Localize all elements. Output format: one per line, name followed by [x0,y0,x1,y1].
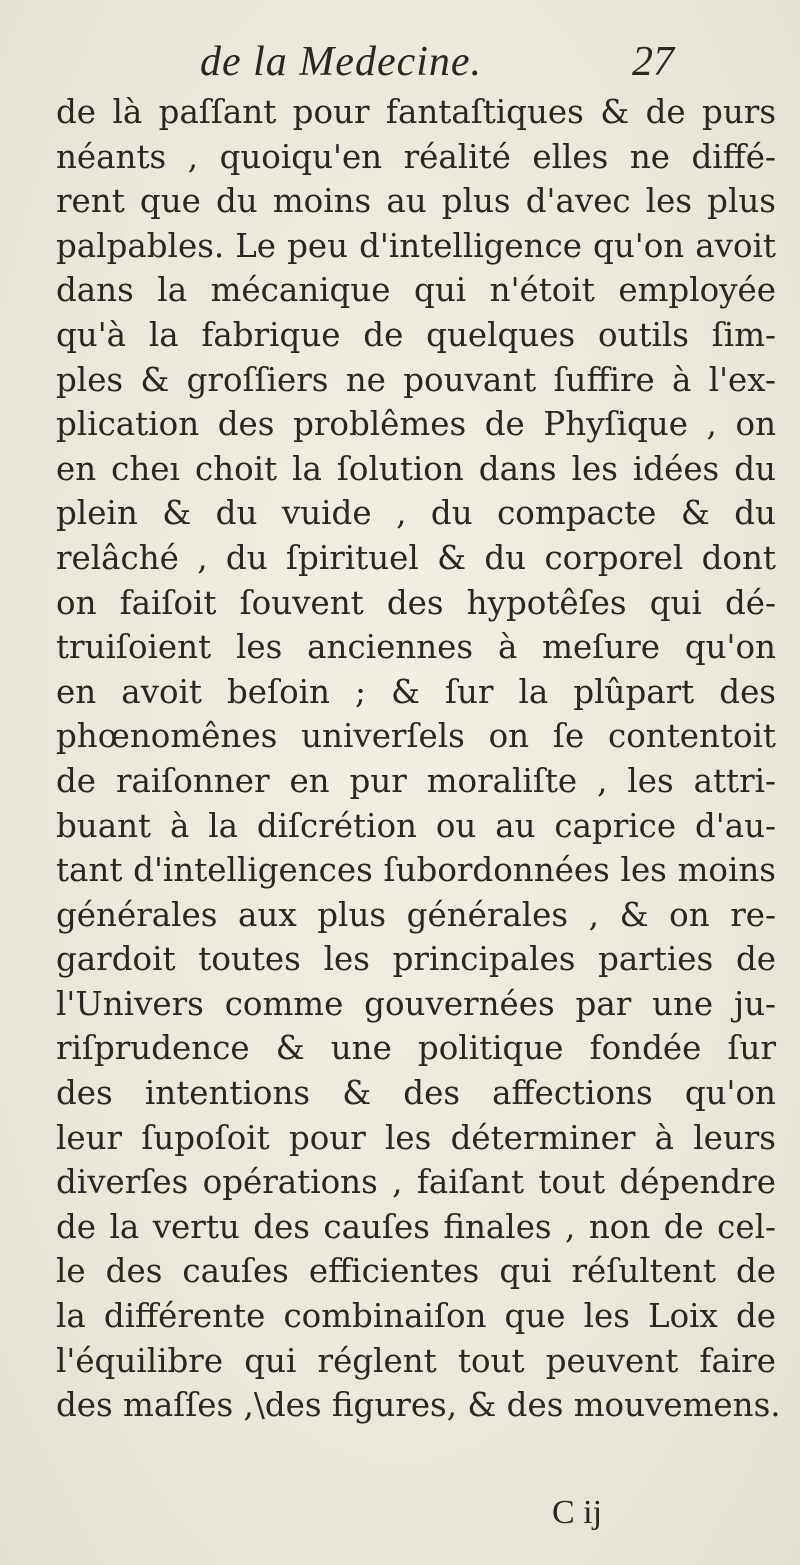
text-line: dans la mécanique qui n'étoit employée [56,271,776,310]
text-line: des intentions & des affections qu'on [56,1074,776,1113]
text-line: truiſoient les anciennes à meſure qu'on [56,628,776,667]
text-line: des maſſes ,\des figures, & des mouvemens. [56,1386,781,1425]
text-line: phœnomênes univerſels on ſe contentoit [56,717,776,756]
text-line: ples & groſſiers ne pouvant ſuffire à l'ex- [56,360,776,399]
text-line: générales aux plus générales , & on re- [56,895,776,934]
text-line: la différente combinaiſon que les Loix de [56,1297,776,1336]
text-line: le des cauſes efficientes qui réſultent de [56,1252,776,1291]
text-line: gardoit toutes les principales parties de [56,940,776,979]
page-number: 27 [632,39,674,85]
text-line: néants , quoiqu'en réalité elles ne diffé- [56,137,776,176]
running-head [0,38,800,88]
text-line: tant d'intelligences ſubordonnées les moins [56,851,776,890]
text-line: qu'à la fabrique de quelques outils ſim- [56,315,776,354]
text-line: palpables. Le peu d'intelligence qu'on avoit [56,226,776,265]
text-line: plein & du vuide , du compacte & du [56,494,776,533]
text-line: diverſes opérations , faiſant tout dépendre [56,1163,776,1202]
text-line: en avoit beſoin ; & ſur la plûpart des [56,672,776,711]
text-line: l'équilibre qui réglent tout peuvent faire [56,1341,776,1380]
signature-mark: C ij [552,1494,603,1531]
text-line: en cheı choit la ſolution dans les idées du [56,449,776,488]
text-line: plication des problêmes de Phyſique , on [56,405,776,444]
text-line: de là paſſant pour fantaſtiques & de purs [56,93,776,131]
text-line: de raiſonner en pur moraliſte , les attri- [56,761,776,800]
text-line: leur ſupoſoit pour les déterminer à leurs [56,1118,776,1157]
text-line: l'Univers comme gouvernées par une ju- [56,984,776,1023]
text-line: relâché , du ſpirituel & du corporel dont [56,538,776,577]
body-text [56,90,781,1428]
text-line: riſprudence & une politique fondée ſur [56,1029,776,1068]
text-line: buant à la diſcrétion ou au caprice d'au- [56,806,776,845]
text-line: rent que du moins au plus d'avec les plus [56,182,776,221]
text-line: de la vertu des cauſes finales , non de cel- [56,1207,776,1246]
text-line: on faiſoit ſouvent des hypotêſes qui dé- [56,583,776,622]
running-title: de la Medecine. [200,39,483,85]
